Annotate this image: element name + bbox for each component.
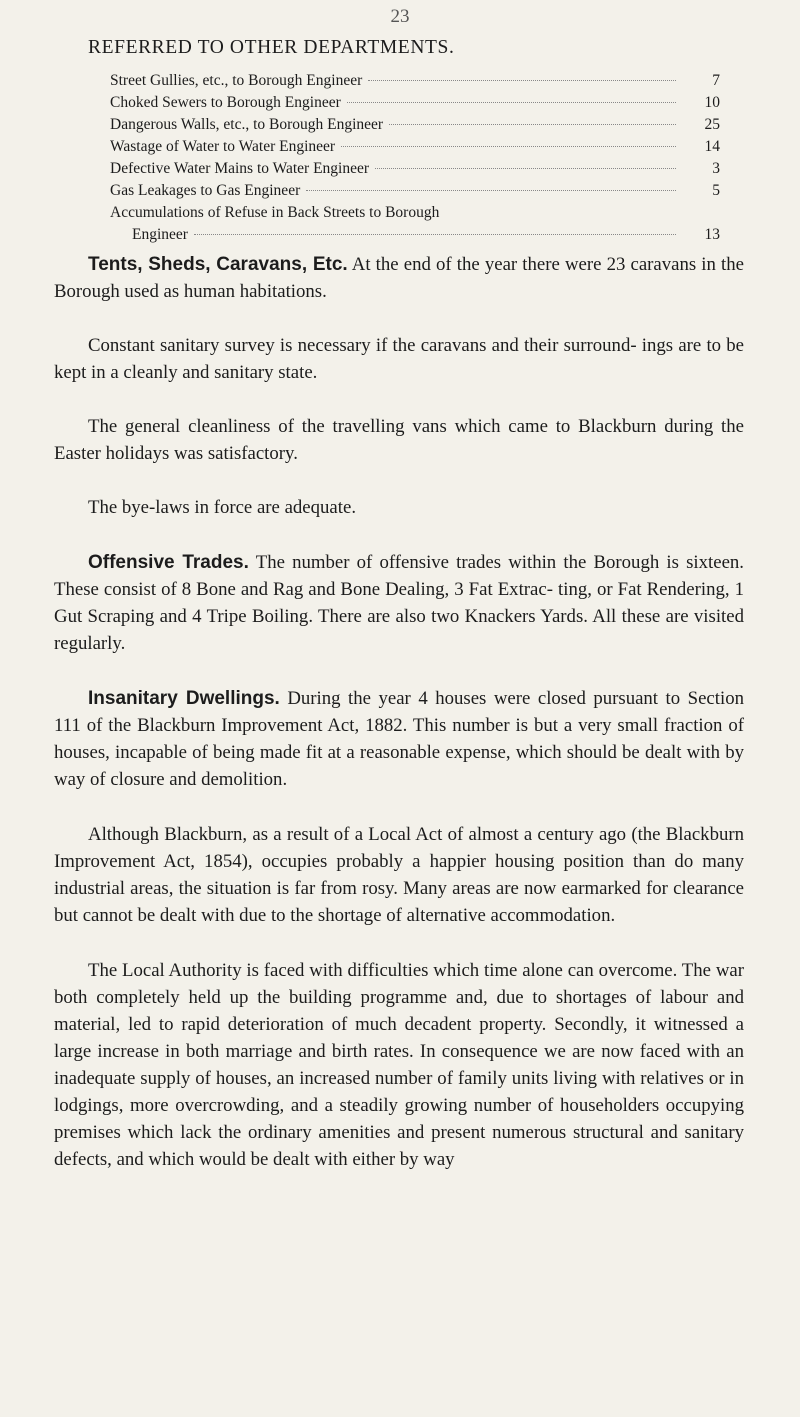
general-cleanliness-paragraph: The general cleanliness of the travelling vans which came to Blackburn during the Easter holidays was satisfactory. xyxy=(54,416,744,464)
list-item-value: 5 xyxy=(712,182,720,199)
referred-heading: REFERRED TO OTHER DEPARTMENTS. xyxy=(88,37,455,58)
leader-dots xyxy=(389,124,676,125)
tents-heading: Tents, Sheds, Caravans, Etc. xyxy=(88,254,348,275)
leader-dots xyxy=(368,80,676,81)
insanitary-dwellings-text: During the year 4 houses were closed pursuant to Section 111 of the Blackburn Improvement Act, 1882. This number is but a very small fraction of houses, incapable of being made fit at a reasonable expense, which should be dealt with by way of closure and demolition. xyxy=(54,688,744,790)
list-item-label: Defective Water Mains to Water Engineer xyxy=(110,160,370,177)
although-paragraph: Although Blackburn, as a result of a Local Act of almost a century ago (the Blackburn Improvement Act, 1854), occupies probably a happier housing position than do many industrial areas, the situation is far from rosy. Many areas are now earmarked for clearance but cannot be dealt with due to the shortage of alternative accommodation. xyxy=(54,824,744,926)
list-item xyxy=(110,136,720,158)
list-item xyxy=(110,114,720,136)
list-item xyxy=(110,70,720,92)
tents-paragraph xyxy=(54,251,744,305)
local-authority-paragraph: The Local Authority is faced with difficulties which time alone can overcome. The war both completely held up the building programme and, due to shortages of labour and material, led to rapid deterioration of much decadent property. Secondly, it witnessed a large increase in both marriage and birth rates. In consequence we are now faced with an inadequate supply of houses, an increased number of family units living with relatives or in lodgings, more overcrowding, and a steadily growing number of householders occupying premises which lack the ordinary amenities and present numerous structural and sanitary defects, and which would be dealt with either by way xyxy=(54,960,744,1170)
list-item-label: Dangerous Walls, etc., to Borough Engineer xyxy=(110,116,384,133)
insanitary-dwellings-paragraph xyxy=(54,685,744,793)
leader-dots xyxy=(341,146,676,147)
list-item-value: 3 xyxy=(712,160,720,177)
insanitary-dwellings-heading: Insanitary Dwellings. xyxy=(88,688,280,709)
list-item-value: 25 xyxy=(704,116,720,133)
leader-dots xyxy=(306,190,676,191)
list-item xyxy=(110,202,720,224)
list-item-value: 10 xyxy=(704,94,720,111)
list-item-label: Accumulations of Refuse in Back Streets to Borough xyxy=(110,204,440,221)
list-item-label: Choked Sewers to Borough Engineer xyxy=(110,94,341,111)
byelaws-paragraph: The bye-laws in force are adequate. xyxy=(88,497,357,518)
offensive-trades-heading: Offensive Trades. xyxy=(88,552,249,573)
list-item-label-continued: Engineer xyxy=(132,226,188,243)
list-item xyxy=(110,92,720,114)
list-item-value: 13 xyxy=(704,226,720,243)
offensive-trades-paragraph xyxy=(54,549,744,657)
leader-dots xyxy=(347,102,676,103)
tents-text: At the end of the year there were 23 caravans in the Borough used as human habitations. xyxy=(54,254,744,302)
list-item-value: 7 xyxy=(712,72,720,89)
referred-list xyxy=(110,70,720,246)
leader-dots xyxy=(375,168,676,169)
offensive-trades-text: The number of offensive trades within the Borough is sixteen. These consist of 8 Bone and Rag and Bone Dealing, 3 Fat Extrac- ting, or Fat Rendering, 1 Gut Scraping and 4 Tripe Boiling. There are also two Knackers Yards. All these are visited regularly. xyxy=(54,552,744,654)
list-item xyxy=(110,180,720,202)
list-item-continuation xyxy=(110,224,720,246)
list-item-label: Gas Leakages to Gas Engineer xyxy=(110,182,301,199)
list-item-label: Wastage of Water to Water Engineer xyxy=(110,138,336,155)
list-item-value: 14 xyxy=(704,138,720,155)
list-item-label: Street Gullies, etc., to Borough Engineer xyxy=(110,72,363,89)
leader-dots xyxy=(194,234,676,235)
list-item xyxy=(110,158,720,180)
page-number: 23 xyxy=(390,6,410,27)
constant-survey-paragraph: Constant sanitary survey is necessary if the caravans and their surround- ings are to be kept in a cleanly and sanitary state. xyxy=(54,335,744,383)
